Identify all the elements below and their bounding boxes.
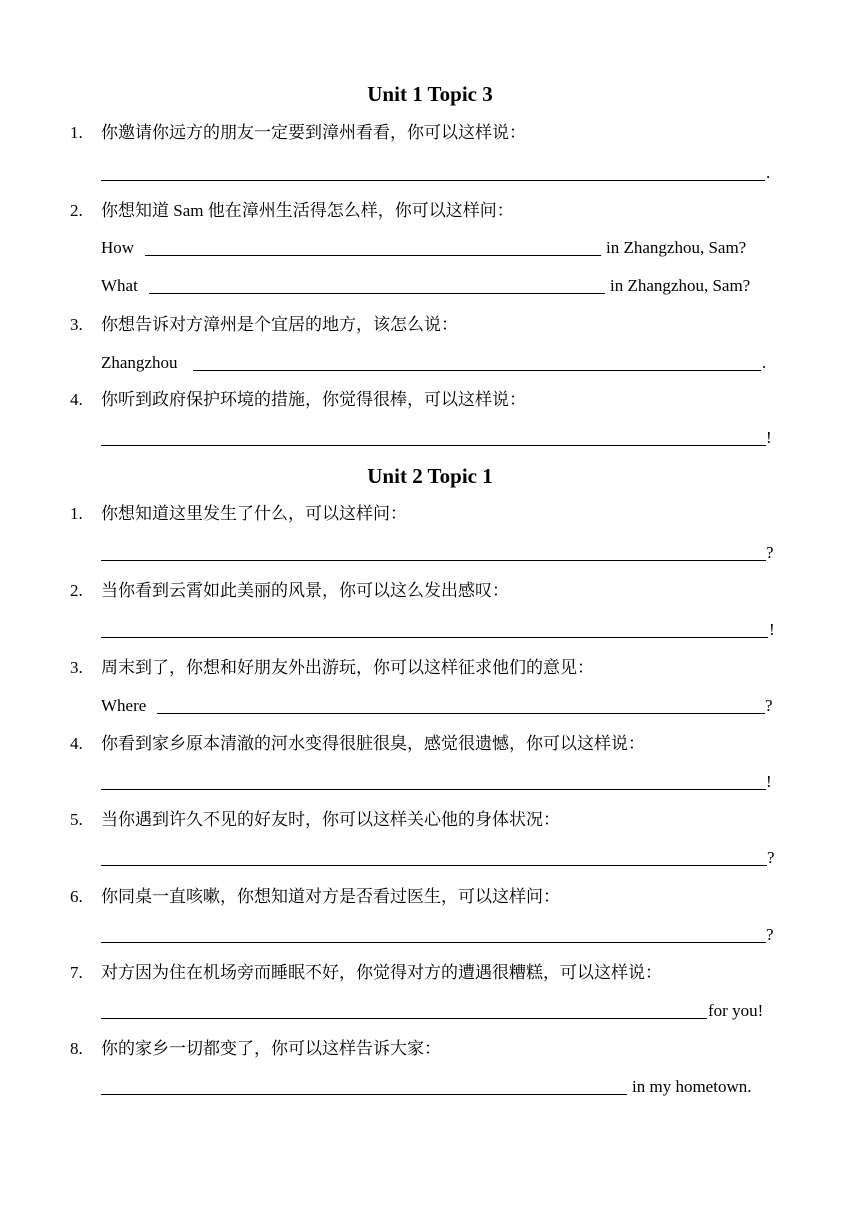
answer-suffix: ! bbox=[766, 772, 772, 791]
question-number: 2. bbox=[70, 201, 83, 220]
answer-blank[interactable] bbox=[101, 865, 767, 866]
answer-blank[interactable] bbox=[101, 789, 766, 790]
answer-blank[interactable] bbox=[101, 1018, 707, 1019]
question-number: 7. bbox=[70, 963, 83, 982]
question-number: 2. bbox=[70, 581, 83, 600]
answer-suffix: ? bbox=[766, 925, 774, 944]
answer-suffix: . bbox=[766, 163, 771, 182]
question-prompt: 你想知道这里发生了什么，可以这样问： bbox=[101, 504, 407, 523]
question-number: 3. bbox=[70, 315, 83, 334]
question-number: 5. bbox=[70, 810, 83, 829]
section-title: Unit 2 Topic 1 bbox=[367, 464, 493, 488]
answer-suffix: . bbox=[762, 353, 767, 372]
question-prompt: 你邀请你远方的朋友一定要到漳州看看，你可以这样说： bbox=[101, 123, 526, 142]
question-prompt: 当你遇到许久不见的好友时，你可以这样关心他的身体状况： bbox=[101, 810, 560, 829]
question-number: 8. bbox=[70, 1039, 83, 1058]
answer-suffix: ! bbox=[766, 428, 772, 447]
answer-suffix: in my hometown. bbox=[632, 1077, 752, 1096]
question-number: 3. bbox=[70, 658, 83, 677]
answer-suffix: in Zhangzhou, Sam? bbox=[606, 238, 747, 257]
question-number: 1. bbox=[70, 504, 83, 523]
answer-blank[interactable] bbox=[101, 942, 766, 943]
answer-blank[interactable] bbox=[101, 445, 766, 446]
answer-suffix: ? bbox=[765, 696, 773, 715]
question-prompt: 你的家乡一切都变了，你可以这样告诉大家： bbox=[101, 1039, 441, 1058]
section-title: Unit 1 Topic 3 bbox=[367, 82, 493, 106]
question-prompt: 你同桌一直咳嗽，你想知道对方是否看过医生，可以这样问： bbox=[101, 887, 560, 906]
question-prompt: 你看到家乡原本清澈的河水变得很脏很臭，感觉很遗憾，你可以这样说： bbox=[101, 734, 645, 753]
question-number: 1. bbox=[70, 123, 83, 142]
question-number: 4. bbox=[70, 390, 83, 409]
question-prompt: 当你看到云霄如此美丽的风景，你可以这么发出感叹： bbox=[101, 581, 509, 600]
question-number: 6. bbox=[70, 887, 83, 906]
answer-blank[interactable] bbox=[101, 560, 766, 561]
answer-prefix: What bbox=[101, 276, 138, 295]
answer-prefix: How bbox=[101, 238, 135, 257]
answer-suffix: ? bbox=[766, 543, 774, 562]
question-prompt: 你听到政府保护环境的措施，你觉得很棒，可以这样说： bbox=[101, 390, 526, 409]
answer-suffix: ? bbox=[767, 848, 775, 867]
answer-blank[interactable] bbox=[101, 637, 768, 638]
answer-prefix: Zhangzhou bbox=[101, 353, 178, 372]
answer-prefix: Where bbox=[101, 696, 147, 715]
question-prompt: 周末到了，你想和好朋友外出游玩，你可以这样征求他们的意见： bbox=[101, 658, 594, 677]
answer-blank[interactable] bbox=[149, 293, 605, 294]
question-prompt: 对方因为住在机场旁而睡眠不好，你觉得对方的遭遇很糟糕，可以这样说： bbox=[101, 963, 662, 982]
answer-suffix: for you! bbox=[708, 1001, 764, 1020]
answer-blank[interactable] bbox=[145, 255, 601, 256]
answer-suffix: in Zhangzhou, Sam? bbox=[610, 276, 751, 295]
question-prompt: 你想知道 Sam 他在漳州生活得怎么样，你可以这样问： bbox=[101, 201, 514, 220]
question-prompt: 你想告诉对方漳州是个宜居的地方，该怎么说： bbox=[101, 315, 458, 334]
answer-blank[interactable] bbox=[101, 1094, 627, 1095]
answer-suffix: ! bbox=[769, 620, 775, 639]
answer-blank[interactable] bbox=[193, 370, 761, 371]
answer-blank[interactable] bbox=[101, 180, 765, 181]
question-number: 4. bbox=[70, 734, 83, 753]
answer-blank[interactable] bbox=[157, 713, 765, 714]
